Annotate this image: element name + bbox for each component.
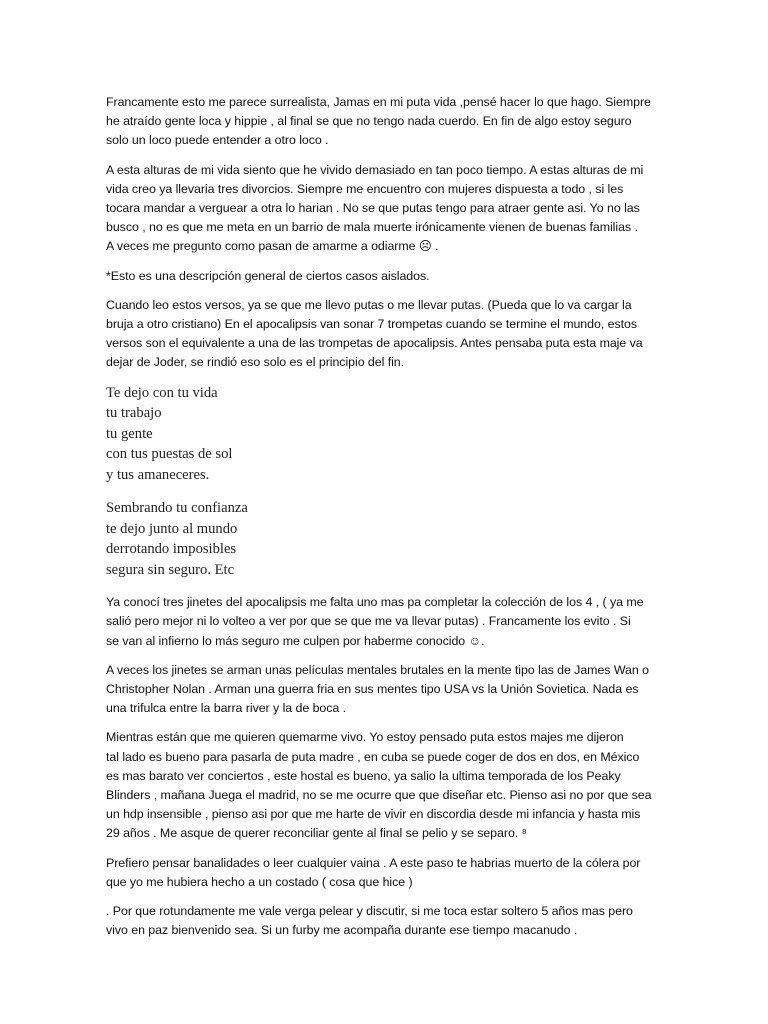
text-line: A esta alturas de mi vida siento que he vivido demasiado en tan poco tiempo. A estas alturas de mi [106, 162, 644, 177]
text-line: Francamente esto me parece surrealista, Jamas en mi puta vida ,pensé hacer lo que hago. Siempre [106, 95, 651, 109]
text-line: se van al infierno lo más seguro me culpen por haberme conocido ☺. [106, 633, 485, 648]
text-line: busco , no es que me meta en un barrio de mala muerte irónicamente vienen de buenas familias . [106, 220, 638, 235]
text-line: bruja a otro cristiano) En el apocalipsis van sonar 7 trompetas cuando se termine el mundo, estos [106, 317, 637, 332]
text-line: salió pero mejor ni lo volteo a ver por que se que me va llevar putas) . Francamente los evito . Si [106, 614, 631, 629]
paragraph-mientras [106, 728, 668, 843]
poem-line: segura sin seguro. Etc [106, 561, 235, 578]
text-line: tocara mandar a verguear a otra lo harian . No se que putas tengo para atraer gente asi. Yo no las [106, 201, 640, 216]
poem-line: te dejo junto al mundo [106, 520, 238, 537]
text-line: Ya conocí tres jinetes del apocalipsis me falta uno mas pa completar la colección de los 4 , ( ya me [106, 595, 644, 610]
text-line: versos son el equivalente a una de las trompetas de apocalipsis. Antes pensaba puta esta maje va [106, 336, 643, 351]
text-line: Cuando leo estos versos, ya se que me llevo putas o me llevar putas. (Pueda que lo va cargar la [106, 297, 632, 312]
poem-line: tu gente [106, 425, 153, 442]
text-line: tal lado es bueno para pasarla de puta madre , en cuba se puede coger de dos en dos, en México [106, 749, 640, 764]
text-line: . Por que rotundamente me vale verga pelear y discutir, si me toca estar soltero 5 años mas pero [106, 903, 633, 918]
text-line: A veces me pregunto como pasan de amarme a odiarme ☹ . [106, 239, 439, 254]
paragraph-footnote [106, 267, 668, 286]
poem-line: Te dejo con tu vida [106, 384, 218, 401]
poem-line: Sembrando tu confianza [106, 500, 248, 517]
text-line: es mas barato ver conciertos , este hostal es bueno, ya salio la ultima temporada de los Peaky [106, 768, 621, 783]
text-line: Christopher Nolan . Arman una guerra fria en sus mentes tipo USA vs la Unión Sovietica. Nada es [106, 681, 639, 696]
paragraph-soltero [106, 902, 668, 940]
text-line: Blinders , mañana Juega el madrid, no se me ocurre que que diseñar etc. Pienso asi no por que sea [106, 787, 652, 802]
text-line: *Esto es una descripción general de ciertos casos aislados. [106, 268, 430, 283]
paragraph-jinetes [106, 593, 668, 651]
text-line: Mientras están que me quieren quemarme vivo. Yo estoy pensado puta estos majes me dijeron [106, 730, 624, 745]
text-line: una trifulca entre la barra river y la de boca . [106, 701, 347, 716]
poem-line: derrotando imposibles [106, 541, 237, 558]
text-line: A veces los jinetes se arman unas películas mentales brutales en la mente tipo las de James Wan o [106, 662, 649, 677]
paragraph-peliculas [106, 661, 668, 719]
text-line: Prefiero pensar banalidades o leer cualquier vaina . A este paso te habrias muerto de la cólera por [106, 855, 641, 870]
text-line: solo un loco puede entender a otro loco . [106, 133, 329, 148]
paragraph-intro [106, 93, 668, 151]
paragraph-alturas [106, 161, 668, 257]
text-line: que yo me hubiera hecho a un costado ( cosa que hice ) [106, 874, 413, 889]
document-body [106, 93, 668, 940]
text-line: vida creo ya llevaria tres divorcios. Siempre me encuentro con mujeres dispuesta a todo , si les [106, 181, 624, 196]
text-line: vivo en paz bienvenido sea. Si un furby me acompaña durante ese tiempo macanudo . [106, 923, 578, 938]
text-line: 29 años . Me asque de querer reconciliar gente al final se pelio y se separo. ⁸ [106, 826, 527, 841]
poem-stanza-1 [106, 383, 668, 486]
poem-line: tu trabajo [106, 405, 162, 422]
poem-stanza-2 [106, 498, 668, 580]
poem-line: con tus puestas de sol [106, 446, 233, 463]
text-line: dejar de Joder, se rindió eso solo es el principio del fin. [106, 355, 405, 370]
paragraph-versos [106, 296, 668, 373]
text-line: he atraído gente loca y hippie , al final se que no tengo nada cuerdo. En fin de algo estoy seguro [106, 114, 632, 129]
text-line: un hdp insensible , pienso asi por que me harte de vivir en discordia desde mi infancia y hasta mis [106, 807, 641, 822]
paragraph-banalidades [106, 854, 668, 892]
poem-line: y tus amaneceres. [106, 466, 210, 483]
